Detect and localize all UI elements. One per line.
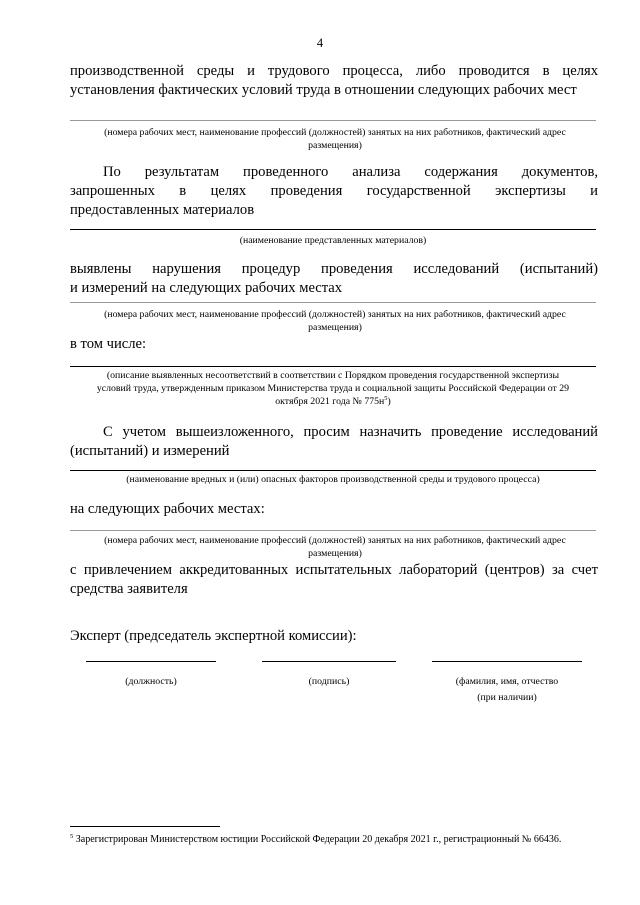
request-paragraph [70, 423, 598, 461]
intro-paragraph [70, 62, 598, 100]
footnote-reference: 5 [384, 395, 388, 402]
caption-sign: (подпись) [308, 676, 350, 687]
analysis-line-2: запрошенных в целях проведения государственной экспертизы и [70, 183, 598, 199]
caption-discrepancies-line-1: (описание выявленных несоответствий в соответствии с Порядком проведения государственной экспертизы [106, 370, 560, 381]
signature-line-sign [262, 661, 396, 662]
caption-discrepancies-line-3 [70, 395, 596, 408]
caption-workplaces-3: (номера рабочих мест, наименование профессий (должностей) занятых на них работников, фактический адрес размещения) [104, 535, 566, 559]
caption-fullname-line-2: (при наличии) [477, 692, 537, 703]
signature-line-name [432, 661, 582, 662]
caption-workplaces-1: (номера рабочих мест, наименование профессий (должностей) занятых на них работников, фактический адрес размещения) [104, 127, 566, 151]
caption-position: (должность) [125, 676, 177, 687]
footnote-text: Зарегистрирован Министерством юстиции Российской Федерации 20 декабря 2021 г., регистрационный № 66436. [75, 834, 562, 845]
caption-discrepancies [70, 369, 596, 408]
labs-line-2: средства заявителя [70, 581, 188, 597]
caption-workplaces-2: (номера рабочих мест, наименование профессий (должностей) занятых на них работников, фактический адрес размещения) [104, 309, 566, 333]
analysis-line-3: предоставленных материалов [70, 202, 255, 218]
caption-materials: (наименование представленных материалов) [239, 235, 427, 246]
blank-line-workplaces-2 [70, 302, 596, 303]
blank-line-discrepancies [70, 366, 596, 367]
intro-line-2: установления фактических условий труда в отношении следующих рабочих мест [70, 82, 577, 98]
blank-line-workplaces-3 [70, 530, 596, 531]
caption-fullname [432, 675, 582, 704]
labs-paragraph [70, 561, 598, 599]
caption-factors: (наименование вредных и (или) опасных факторов производственной среды и трудового процесса) [126, 474, 540, 485]
caption-discrepancies-line-3-text: октября 2021 года № 775н [275, 396, 385, 407]
page-number: 4 [316, 36, 324, 50]
request-line-1: С учетом вышеизложенного, просим назначить проведение исследований [103, 424, 598, 440]
caption-discrepancies-line-2: условий труда, утвержденным приказом Министерства труда и социальной защиты Российской Федерации от 29 [96, 383, 570, 394]
footnote-mark: 5 [70, 833, 74, 840]
violations-paragraph [70, 260, 598, 298]
request-line-2: (испытаний) и измерений [70, 443, 230, 459]
signature-line-position [86, 661, 216, 662]
workplaces-label: на следующих рабочих местах: [70, 501, 265, 517]
labs-line-1: с привлечением аккредитованных испытательных лабораторий (центров) за счет [70, 562, 598, 578]
including-label: в том числе: [70, 336, 147, 352]
footnote-separator [70, 826, 220, 827]
footnote [70, 833, 590, 846]
blank-line-workplaces-1 [70, 120, 596, 121]
blank-line-materials [70, 229, 596, 230]
analysis-paragraph [70, 163, 598, 220]
analysis-line-1: По результатам проведенного анализа содержания документов, [103, 164, 598, 180]
violations-line-1: выявлены нарушения процедур проведения исследований (испытаний) [70, 261, 598, 277]
blank-line-factors [70, 470, 596, 471]
caption-fullname-line-1: (фамилия, имя, отчество [455, 676, 559, 687]
intro-line-1: производственной среды и трудового процесса, либо проводится в целях [70, 63, 598, 79]
caption-discrepancies-close: ) [387, 396, 391, 407]
expert-label: Эксперт (председатель экспертной комиссии): [70, 628, 357, 644]
violations-line-2: и измерений на следующих рабочих местах [70, 280, 343, 296]
